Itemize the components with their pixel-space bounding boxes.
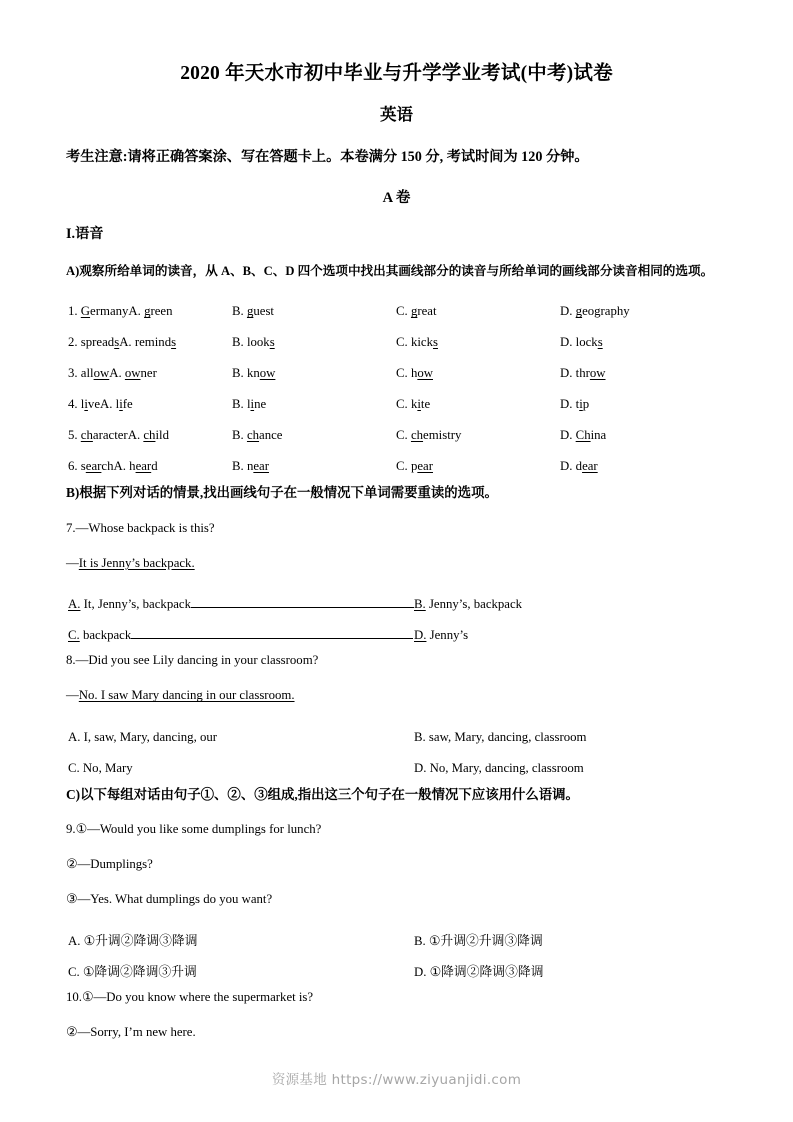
option-left: C. ①降调②降调③升调	[68, 964, 197, 979]
option-label: B.	[232, 428, 244, 443]
option-word: chemistry	[410, 428, 462, 443]
question-stem-word: character	[80, 428, 128, 443]
option-label: B.	[232, 366, 244, 381]
option-word: reminds	[131, 335, 177, 350]
question-option	[396, 358, 433, 389]
part-c-instruction: C)以下每组对话由句子①、②、③组成,指出这三个句子在一般情况下应该用什么语调。	[66, 786, 579, 802]
option-word: kite	[407, 397, 431, 412]
option-label: D.	[560, 397, 573, 412]
option-underlined-part: s	[171, 335, 177, 350]
dialogue-text: ③—Yes. What dumplings do you want?	[66, 892, 273, 907]
watermark: 资源基地 https://www.ziyuanjidi.com	[271, 1072, 522, 1088]
dialogue-line	[66, 1023, 727, 1042]
option-label: A.	[109, 366, 122, 381]
question-option	[396, 296, 437, 327]
question-number: 4.	[68, 397, 81, 412]
option-right: B. saw, Mary, dancing, classroom	[414, 729, 587, 744]
question-option	[232, 358, 275, 389]
option-underlined-part: ear	[135, 459, 152, 474]
stress-question-list	[66, 519, 727, 784]
option-word: child	[143, 428, 169, 443]
option-text: Jenny’s, backpack	[425, 597, 523, 612]
option-underlined-part: i	[417, 397, 421, 412]
stem-underlined-part: ear	[85, 459, 102, 474]
option-underlined-part: i	[250, 397, 255, 412]
document-body	[66, 62, 727, 1058]
option-row	[66, 620, 727, 651]
dialogue-text: ②—Dumplings?	[66, 857, 153, 872]
dialogue-line	[66, 820, 727, 839]
option-word: tip	[572, 397, 590, 412]
option-label: C.	[396, 397, 408, 412]
question-stem-word: search	[80, 459, 114, 474]
option-word: dear	[572, 459, 598, 474]
question-option	[396, 389, 430, 420]
option-label: D.	[560, 366, 573, 381]
question-option	[560, 327, 603, 358]
question-option	[396, 420, 461, 451]
option-label: B.	[232, 397, 244, 412]
question-stem-word: spreads	[80, 335, 120, 350]
option-label: C.	[396, 335, 408, 350]
option-label: A.	[128, 304, 141, 319]
question-option	[232, 389, 266, 420]
option-word: geography	[575, 304, 630, 319]
dialogue-text: —Whose backpack is this?	[75, 520, 215, 535]
question-option	[560, 389, 589, 420]
question-stem-and-option-a	[68, 451, 158, 482]
option-underlined-part: ch	[143, 428, 156, 443]
phonetics-question-row	[66, 451, 727, 482]
option-word: chance	[246, 428, 283, 443]
dialogue-text: ②—Sorry, I’m new here.	[66, 1024, 196, 1039]
option-underlined-part: s	[597, 335, 603, 350]
option-label: B.	[232, 459, 244, 474]
option-label: A.	[68, 597, 81, 612]
question-stem-and-option-a	[68, 327, 176, 358]
answer-blank-rule	[191, 593, 414, 608]
question-option	[560, 296, 630, 327]
stem-underlined-part: i	[84, 397, 88, 412]
option-underlined-part: ear	[417, 459, 433, 474]
option-underlined-part: g	[246, 304, 254, 319]
exam-notice: 考生注意:请将正确答案涂、写在答题卡上。本卷满分 150 分, 考试时间为 120 分钟。	[66, 149, 589, 166]
option-underlined-part: ch	[246, 428, 260, 443]
dialogue-text: ①—Do you know where the supermarket is?	[82, 989, 314, 1004]
question-stem-and-option-a	[68, 296, 173, 327]
phonetics-question-list	[66, 296, 727, 482]
phonetics-question-row	[66, 420, 727, 451]
option-underlined-part: ow	[259, 366, 276, 381]
underlined-sentence: No. I saw Mary dancing in our classroom.	[78, 688, 295, 703]
option-row	[66, 722, 727, 753]
question-number: 2.	[68, 335, 81, 350]
option-word: heard	[125, 459, 158, 474]
option-label: B.	[414, 597, 426, 612]
question-number: 8.	[66, 653, 76, 668]
option-label: A.	[127, 428, 141, 443]
stem-underlined-part: ch	[80, 428, 93, 443]
option-row	[66, 926, 727, 957]
question-number: 6.	[68, 459, 81, 474]
dialogue-line	[66, 855, 727, 874]
option-underlined-part: ch	[410, 428, 424, 443]
option-text: backpack	[79, 628, 132, 643]
option-label: A.	[113, 459, 126, 474]
dialogue-text: —Did you see Lily dancing in your classroom?	[75, 653, 319, 668]
option-label: A.	[100, 397, 113, 412]
question-option	[232, 451, 269, 482]
option-left: C. No, Mary	[68, 760, 133, 775]
option-underlined-part: s	[269, 335, 275, 350]
option-word: line	[243, 397, 267, 412]
option-label: D.	[414, 628, 427, 643]
option-right: D. ①降调②降调③降调	[414, 964, 544, 979]
option-row	[66, 753, 727, 784]
option-row	[66, 589, 727, 620]
option-label: D.	[560, 335, 573, 350]
option-underlined-part: Ch	[575, 428, 591, 443]
stem-underlined-part: ow	[93, 366, 110, 381]
option-left	[68, 589, 414, 620]
option-label: B.	[232, 335, 244, 350]
question-stem-and-option-a	[68, 358, 157, 389]
question-stem-and-option-a	[68, 420, 169, 451]
option-right	[414, 589, 522, 620]
question-stem-word: live	[80, 397, 101, 412]
option-label: C.	[68, 628, 80, 643]
option-underlined-part: s	[432, 335, 438, 350]
dialogue-line	[66, 519, 727, 538]
section-heading-phonetics: I.语音	[66, 225, 104, 242]
dialogue-line	[66, 651, 727, 670]
option-label: A.	[119, 335, 132, 350]
option-label: D.	[560, 459, 573, 474]
option-left	[68, 620, 414, 651]
option-right: B. ①升调②升调③降调	[414, 933, 543, 948]
option-word: near	[243, 459, 269, 474]
question-number: 3.	[68, 366, 81, 381]
phonetics-question-row	[66, 296, 727, 327]
question-stem-word: allow	[80, 366, 110, 381]
question-option	[560, 451, 598, 482]
subject-title: 英语	[380, 105, 413, 125]
option-right	[414, 620, 468, 651]
option-text: Jenny’s	[426, 628, 469, 643]
option-word: kicks	[407, 335, 438, 350]
option-row	[66, 957, 727, 988]
question-option	[396, 327, 438, 358]
option-word: owner	[124, 366, 157, 381]
dialogue-line-underlined	[66, 686, 727, 705]
question-number: 10.	[66, 989, 82, 1004]
option-word: guest	[246, 304, 274, 319]
option-word: life	[112, 397, 133, 412]
dialogue-line	[66, 988, 727, 1007]
option-underlined-part: g	[575, 304, 583, 319]
phonetics-question-row	[66, 327, 727, 358]
option-right: D. No, Mary, dancing, classroom	[414, 760, 584, 775]
option-underlined-part: ear	[253, 459, 269, 474]
dialogue-text: ①—Would you like some dumplings for lunch?	[75, 822, 322, 837]
question-option	[560, 358, 606, 389]
phonetics-question-row	[66, 358, 727, 389]
dialogue-dash: —	[66, 556, 79, 571]
part-a-instruction: A)观察所给单词的读音，从 A、B、C、D 四个选项中找出其画线部分的读音与所给单词的画线部分读音相同的选项。	[66, 264, 714, 279]
intonation-question-list	[66, 820, 727, 1042]
option-label: C.	[396, 428, 408, 443]
question-stem-and-option-a	[68, 389, 133, 420]
option-label: C.	[396, 459, 408, 474]
option-word: throw	[572, 366, 606, 381]
option-underlined-part: i	[119, 397, 123, 412]
option-word: know	[243, 366, 276, 381]
question-option	[396, 451, 433, 482]
paper-label: A 卷	[382, 189, 411, 206]
option-underlined-part: g	[144, 304, 151, 319]
question-option	[232, 420, 283, 451]
option-underlined-part: ear	[582, 459, 598, 474]
question-number: 1.	[68, 304, 81, 319]
option-underlined-part: i	[579, 397, 583, 412]
question-number: 7.	[66, 520, 76, 535]
option-word: China	[575, 428, 607, 443]
answer-blank-rule	[131, 624, 413, 639]
stem-underlined-part: G	[80, 304, 91, 319]
option-underlined-part: ow	[589, 366, 606, 381]
underlined-sentence: It is Jenny’s backpack.	[78, 556, 195, 571]
dialogue-dash: —	[66, 688, 79, 703]
option-label: C.	[396, 366, 408, 381]
question-number: 9.	[66, 822, 76, 837]
option-label: D.	[560, 304, 573, 319]
phonetics-question-row	[66, 389, 727, 420]
dialogue-line-underlined	[66, 554, 727, 573]
option-label: C.	[396, 304, 408, 319]
question-number: 5.	[68, 428, 81, 443]
question-option	[560, 420, 606, 451]
question-stem-word: Germany	[80, 304, 129, 319]
question-option	[232, 327, 275, 358]
option-left: A. I, saw, Mary, dancing, our	[68, 729, 218, 744]
option-underlined-part: ow	[124, 366, 141, 381]
option-word: great	[410, 304, 437, 319]
dialogue-line	[66, 890, 727, 909]
option-word: how	[407, 366, 433, 381]
option-text: It, Jenny’s, backpack	[80, 597, 191, 612]
stem-underlined-part: s	[114, 335, 120, 350]
option-underlined-part: ow	[417, 366, 433, 381]
option-word: green	[144, 304, 173, 319]
question-option	[232, 296, 274, 327]
option-word: looks	[243, 335, 275, 350]
option-label: B.	[232, 304, 244, 319]
part-b-instruction: B)根据下列对话的情景,找出画线句子在一般情况下单词需要重读的选项。	[66, 485, 498, 501]
option-label: D.	[560, 428, 573, 443]
option-word: pear	[407, 459, 433, 474]
option-left: A. ①升调②降调③降调	[68, 933, 198, 948]
page-title: 2020 年天水市初中毕业与升学学业考试(中考)试卷	[180, 63, 613, 84]
option-underlined-part: g	[410, 304, 418, 319]
option-word: locks	[572, 335, 603, 350]
